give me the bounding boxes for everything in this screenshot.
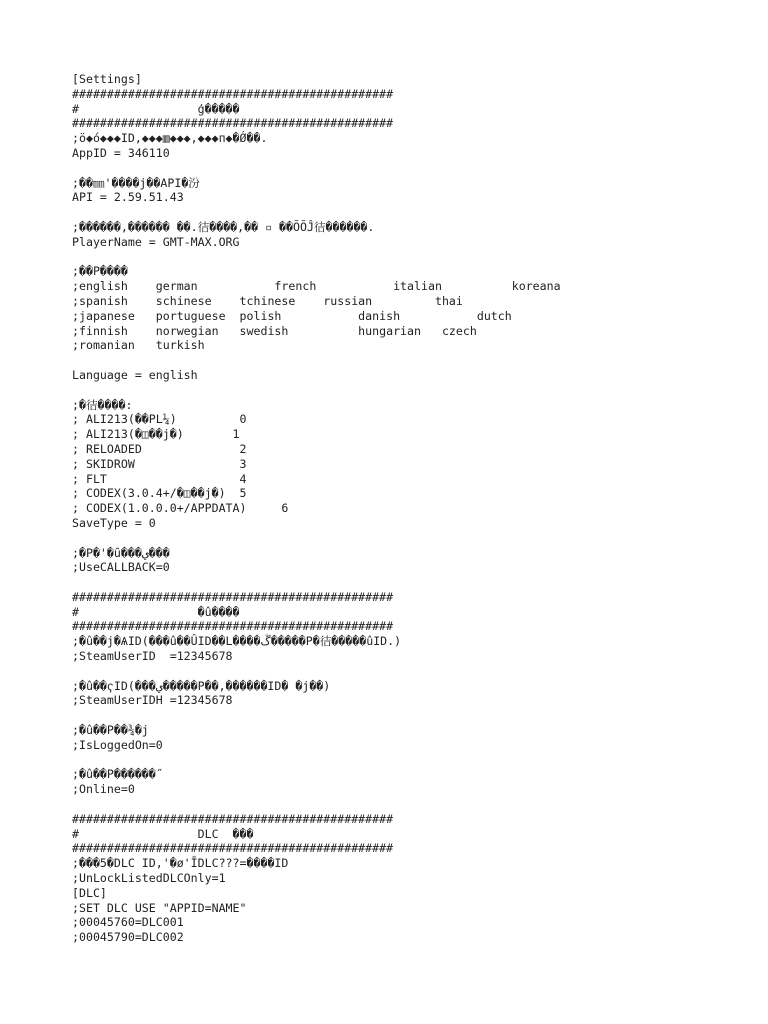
setting-isloggedon: ;IsLoggedOn=0 [72,737,163,752]
setting-online: ;Online=0 [72,782,135,797]
blank-line [72,753,712,768]
separator: ############################################## [72,619,394,634]
separator: ############################################## [72,589,394,604]
comment-line: ;�û��j�ѦID(���û��ÛID��L����ڴ�����Ρ�㣟�����ûID.) [72,634,402,649]
savetype-option: ; RELOADED 2 [72,441,247,456]
setting-savetype: SaveType = 0 [72,515,156,530]
blank-line [72,531,712,546]
comment-line: ;�û��Ρ��¾�j [72,723,149,738]
blank-line [72,353,712,368]
comment-line: ;��Ρ���� [72,264,128,279]
separator: ############################################## [72,86,394,101]
blank-line [72,383,712,398]
setting-language: Language = english [72,367,198,382]
comment-line: ;��㎜'����j��API�汾 [72,175,200,190]
document-text [72,72,712,945]
section-title: # ģ����� [72,101,240,116]
setting-unlocklisteddlconly: ;UnLockListedDLCOnly=1 [72,871,226,886]
blank-line [72,161,712,176]
comment-line: ;������,������ ��.㣟����,�� ▫ ��ÕÕĴ㣟������. [72,219,375,234]
savetype-option: ; FLT 4 [72,471,247,486]
blank-line [72,250,712,265]
separator: ############################################## [72,811,394,826]
blank-line [72,575,712,590]
setting-api: API = 2.59.51.43 [72,190,184,205]
comment-line: ;�û��ҁID(���ي�����Ρ��,������ID� �j��) [72,678,331,693]
separator: ############################################## [72,116,394,131]
savetype-option: ; CODEX(1.0.0.0+/APPDATA) 6 [72,501,289,516]
savetype-option: ; SKIDROW 3 [72,456,247,471]
dlc-entry: ;00045790=DLC002 [72,930,184,945]
language-list-line: ;spanish schinese tchinese russian thai [72,293,463,308]
section-title: # DLC ��� [72,826,254,841]
separator: ############################################## [72,841,394,856]
blank-line [72,797,712,812]
section-header: [Settings] [72,72,142,86]
comment-line: ;ö◆ó◆◆◆ID,◆◆◆▥◆◆◆,◆◆◆п◆�Ǿ��. [72,131,268,146]
setting-steamuseridh: ;SteamUserIDH =12345678 [72,693,233,708]
savetype-option: ; ALI213(��PL¼) 0 [72,412,247,427]
section-title: # �û���� [72,604,240,619]
section-header: [DLC] [72,885,107,900]
savetype-option: ; CODEX(3.0.4+/�◫��j�) 5 [72,486,247,501]
savetype-option: ; ALI213(�◫��j�) 1 [72,427,240,442]
blank-line [72,708,712,723]
setting-playername: PlayerName = GMT-MAX.ORG [72,234,240,249]
comment-line: ;SET DLC USE "APPID=NAME" [72,900,247,915]
comment-line: ;�Ρ�'�ȗ���ي��� [72,545,170,560]
language-list-line: ;finnish norwegian swedish hungarian czech [72,323,477,338]
setting-steamuserid: ;SteamUserID =12345678 [72,649,233,664]
dlc-entry: ;00045760=DLC001 [72,915,184,930]
comment-line: ;�㣟����: [72,397,133,412]
blank-line [72,664,712,679]
language-list-line: ;romanian turkish [72,338,205,353]
comment-line: ;���5�DLC ID,'�ø'ĪDLC???=����ID [72,856,289,871]
language-list-line: ;english german french italian koreana [72,279,561,294]
setting-appid: AppID = 346110 [72,145,170,160]
blank-line [72,205,712,220]
language-list-line: ;japanese portuguese polish danish dutch [72,308,512,323]
comment-line: ;�û��Ρ������˝ [72,767,163,782]
setting-usecallback: ;UseCALLBACK=0 [72,560,170,575]
